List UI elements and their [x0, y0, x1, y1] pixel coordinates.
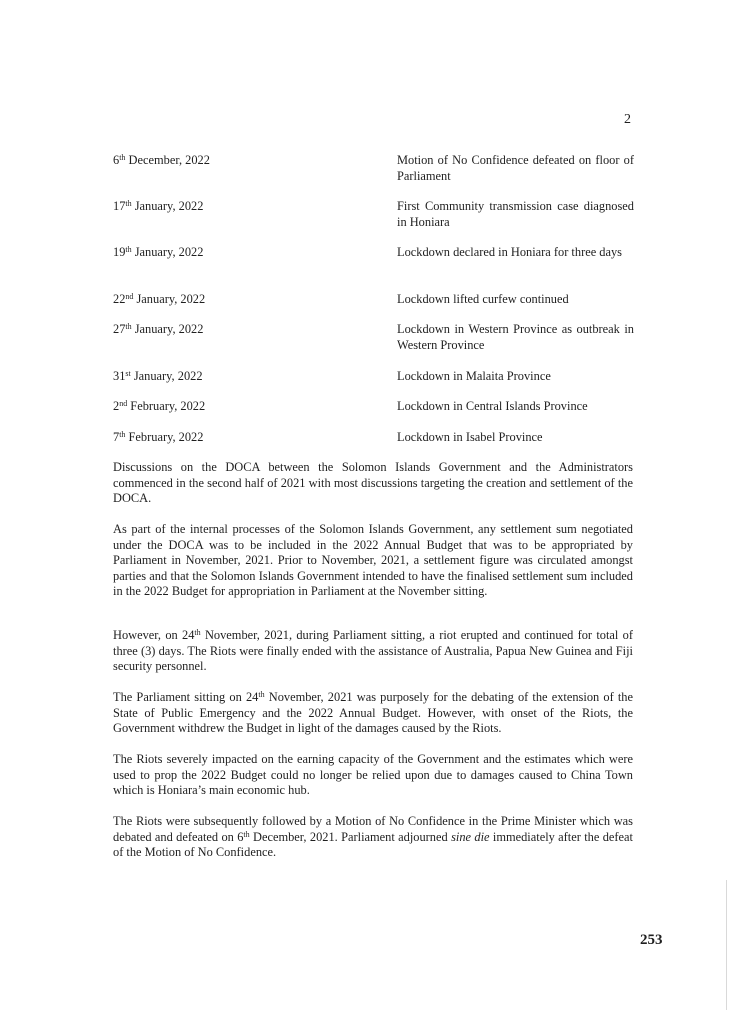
timeline-date: 17th January, 2022: [113, 199, 204, 213]
paragraph-riot-impact: The Riots severely impacted on the earning capacity of the Government and the estimates which were used to prop the 2022 Budget could no longer be relied upon due to damages caused to China Town which is Honiara’s main economic hub.: [113, 752, 633, 798]
timeline-date: 2nd February, 2022: [113, 399, 206, 413]
timeline-event: First Community transmission case diagnosed in Honiara: [397, 199, 634, 229]
paragraph-parliament-sitting: The Parliament sitting on 24th November, 2021 was purposely for the debating of the extension of the State of Public Emergency and the 2022 Annual Budget. However, with onset of the Riots, the Government withdrew the Budget in light of the damages caused by the Riots.: [113, 690, 633, 736]
footer-page-number: 253: [640, 932, 663, 948]
timeline-date: 31st January, 2022: [113, 369, 203, 383]
timeline-date: 6th December, 2022: [113, 153, 210, 167]
timeline-event: Lockdown declared in Honiara for three days: [397, 245, 623, 259]
scan-edge-line: [726, 880, 727, 1010]
timeline-date: 7th February, 2022: [113, 430, 204, 444]
paragraph-doca-discussions: Discussions on the DOCA between the Solomon Islands Government and the Administrators commenced in the second half of 2021 with most discussions targeting the creation and settlement of the DOCA.: [113, 460, 633, 506]
paragraph-riot: However, on 24th November, 2021, during Parliament sitting, a riot erupted and continued for total of three (3) days. The Riots were finally ended with the assistance of Australia, Papua New Guinea and Fiji security personnel.: [113, 628, 633, 674]
timeline-event: Lockdown in Central Islands Province: [397, 399, 588, 413]
timeline-event: Motion of No Confidence defeated on floor of Parliament: [397, 153, 634, 183]
timeline-event: Lockdown in Malaita Province: [397, 369, 551, 383]
timeline-event: Lockdown in Isabel Province: [397, 430, 543, 444]
timeline-date: 22nd January, 2022: [113, 292, 206, 306]
timeline-date: 19th January, 2022: [113, 245, 204, 259]
timeline-date: 27th January, 2022: [113, 322, 204, 336]
page-number: 2: [624, 112, 631, 127]
timeline-event: Lockdown in Western Province as outbreak in Western Province: [397, 322, 634, 352]
paragraph-no-confidence: The Riots were subsequently followed by a Motion of No Confidence in the Prime Minister which was debated and defeated on 6th December, 2021. Parliament adjourned sine die immediately after the defeat of the Motion of No Confidence.: [113, 814, 634, 860]
paragraph-settlement-sum: As part of the internal processes of the Solomon Islands Government, any settlement sum negotiated under the DOCA was to be included in the 2022 Annual Budget that was to be appropriated by Parliament in November, 2021. Prior to November, 2021, a settlement figure was circulated amongst parties and that the Solomon Islands Government intended to have the finalised settlement sum included in the 2022 Budget for appropriation in Parliament at the November sitting.: [113, 522, 633, 599]
timeline-event: Lockdown lifted curfew continued: [397, 292, 569, 306]
